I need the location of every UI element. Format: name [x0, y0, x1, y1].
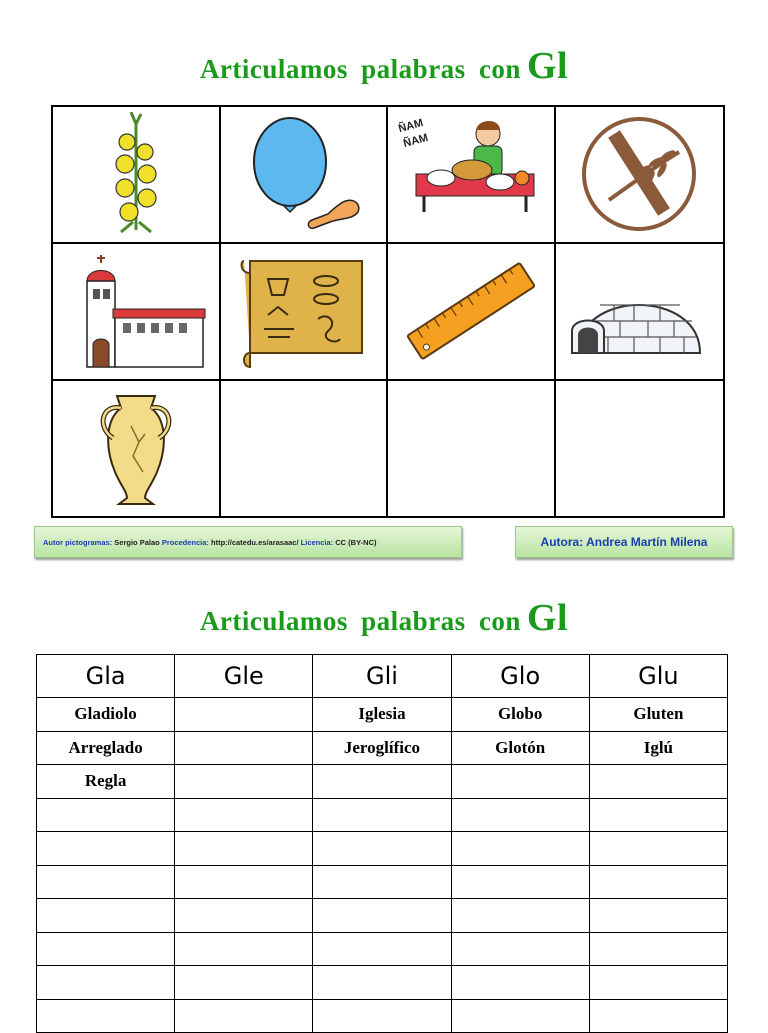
pictogram-cell-empty	[556, 381, 724, 516]
section-title	[0, 596, 768, 640]
table-cell	[175, 932, 313, 966]
table-cell	[175, 966, 313, 1000]
pictogram-cell-hieroglyph	[221, 244, 389, 381]
hieroglyph-scroll-icon	[228, 249, 378, 374]
table-cell	[175, 698, 313, 732]
table-cell	[37, 798, 175, 832]
table-cell: Jeroglífico	[313, 731, 451, 765]
table-cell	[589, 999, 727, 1033]
table-cell	[313, 899, 451, 933]
svg-text:ÑAM: ÑAM	[396, 117, 425, 136]
page-title	[0, 44, 768, 88]
column-header: Gla	[37, 655, 175, 698]
pictogram-credits-banner	[34, 526, 462, 558]
table-cell	[175, 731, 313, 765]
credit-pictograms-prefix: Autor pictogramas:	[43, 537, 113, 547]
column-header: Glu	[589, 655, 727, 698]
igloo-icon	[564, 249, 714, 374]
table-cell	[313, 865, 451, 899]
pictogram-cell-glutton	[388, 107, 556, 244]
table-cell: Iglesia	[313, 698, 451, 732]
table-cell	[451, 832, 589, 866]
table-cell	[451, 966, 589, 1000]
table-cell	[37, 999, 175, 1033]
table-cell	[451, 865, 589, 899]
pictogram-cell-church	[53, 244, 221, 381]
credit-pictograms-author: Sergio Palao	[114, 537, 160, 547]
table-cell	[175, 865, 313, 899]
table-cell	[589, 865, 727, 899]
table-row	[37, 832, 728, 866]
table-row	[37, 899, 728, 933]
author-label: Autora: Andrea Martín Milena	[540, 535, 708, 549]
pictogram-cell-empty	[221, 381, 389, 516]
title-text: Articulamos palabras con	[199, 54, 521, 84]
credit-source-prefix: Procedencia:	[161, 537, 209, 547]
credit-license-value: CC (BY-NC)	[335, 537, 377, 547]
table-row	[37, 798, 728, 832]
table-cell	[313, 798, 451, 832]
svg-text:ÑAM: ÑAM	[401, 131, 430, 151]
table-cell	[175, 999, 313, 1033]
credit-source-url: http://catedu.es/arasaac/	[211, 537, 299, 547]
ruler-icon	[396, 249, 546, 374]
balloon-icon	[228, 112, 378, 237]
table-cell	[175, 765, 313, 799]
table-row	[37, 932, 728, 966]
table-cell	[589, 932, 727, 966]
table-cell	[313, 999, 451, 1033]
table-row	[37, 999, 728, 1033]
table-cell	[175, 798, 313, 832]
pictogram-cell-balloon	[221, 107, 389, 244]
table-cell: Globo	[451, 698, 589, 732]
table-row	[37, 966, 728, 1000]
glutton-eating-icon	[396, 112, 546, 237]
credit-license-prefix: Licencia:	[300, 537, 334, 547]
table-cell: Glotón	[451, 731, 589, 765]
table-row	[37, 765, 728, 799]
table-cell	[175, 832, 313, 866]
table-cell: Gladiolo	[37, 698, 175, 732]
pictogram-cell-empty	[388, 381, 556, 516]
title-syllable: Gl	[526, 597, 569, 639]
table-cell	[451, 798, 589, 832]
syllable-word-table	[36, 654, 728, 1033]
pictogram-cell-amphora	[53, 381, 221, 516]
pictogram-cell-gluten	[556, 107, 724, 244]
table-cell	[37, 899, 175, 933]
table-row	[37, 865, 728, 899]
table-cell	[589, 798, 727, 832]
title-text: Articulamos palabras con	[199, 606, 521, 636]
pictogram-grid	[51, 105, 725, 518]
table-cell	[313, 832, 451, 866]
column-header: Gle	[175, 655, 313, 698]
table-cell: Regla	[37, 765, 175, 799]
table-cell	[589, 832, 727, 866]
church-icon	[61, 249, 211, 374]
table-cell	[37, 932, 175, 966]
table-cell: Arreglado	[37, 731, 175, 765]
amphora-icon	[61, 386, 211, 511]
table-header-row	[37, 655, 728, 698]
table-cell	[589, 765, 727, 799]
pictogram-cell-ruler	[388, 244, 556, 381]
table-cell	[175, 899, 313, 933]
column-header: Gli	[313, 655, 451, 698]
table-body	[37, 698, 728, 1033]
column-header: Glo	[451, 655, 589, 698]
table-cell	[313, 765, 451, 799]
table-cell	[37, 832, 175, 866]
table-cell: Iglú	[589, 731, 727, 765]
gladiolus-icon	[61, 112, 211, 237]
table-cell	[589, 966, 727, 1000]
table-cell	[451, 765, 589, 799]
table-cell	[589, 899, 727, 933]
table-cell	[451, 999, 589, 1033]
table-cell	[37, 865, 175, 899]
author-banner	[515, 526, 733, 558]
table-row	[37, 698, 728, 732]
table-cell	[451, 932, 589, 966]
table-cell	[313, 966, 451, 1000]
table-row	[37, 731, 728, 765]
pictogram-cell-gladiolus	[53, 107, 221, 244]
title-syllable: Gl	[526, 45, 569, 87]
gluten-free-icon	[564, 112, 714, 237]
pictogram-cell-igloo	[556, 244, 724, 381]
table-cell	[451, 899, 589, 933]
table-cell: Gluten	[589, 698, 727, 732]
table-cell	[313, 932, 451, 966]
table-cell	[37, 966, 175, 1000]
